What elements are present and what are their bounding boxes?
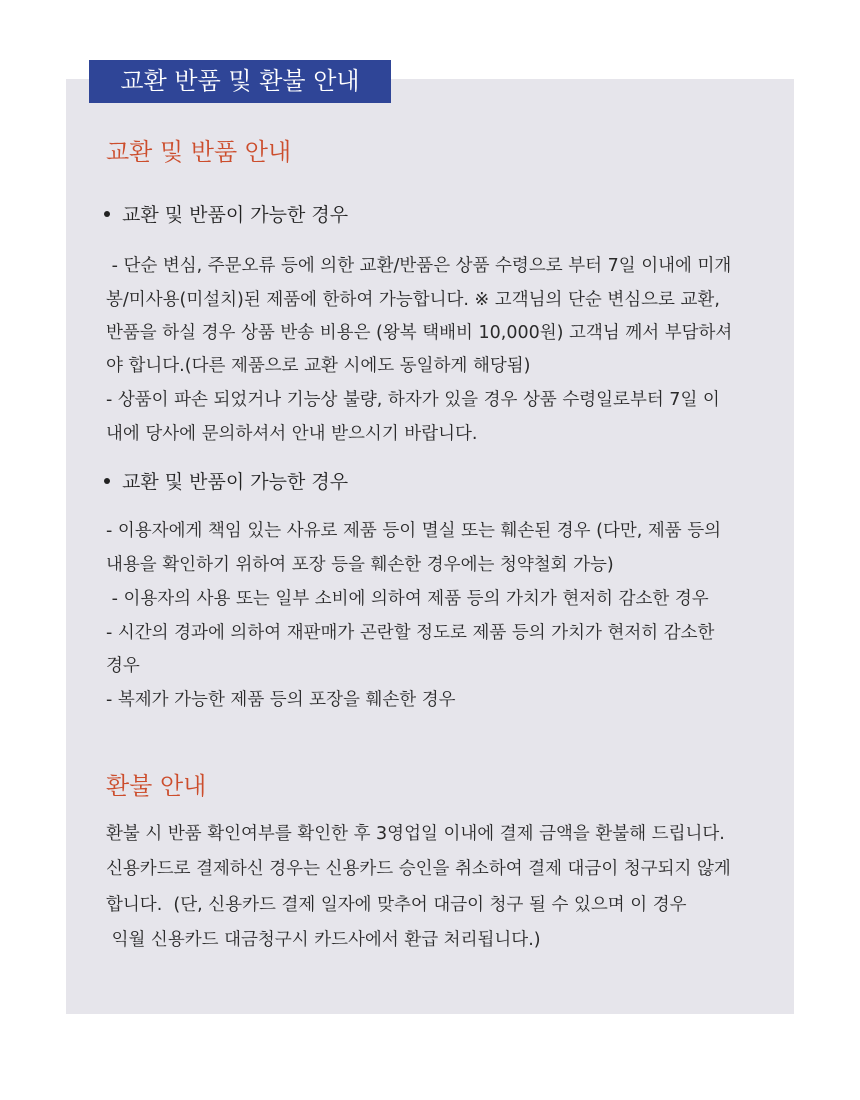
restriction-line: 내용을 확인하기 위하여 포장 등을 훼손한 경우에는 청약철회 가능): [106, 555, 614, 575]
exchange-line: 반품을 하실 경우 상품 반송 비용은 (왕복 택배비 10,000원) 고객님 께서 부담하셔: [106, 323, 733, 343]
exchange-bullet-1: [104, 201, 348, 229]
refund-line: 합니다. (단, 신용카드 결제 일자에 맞추어 대금이 청구 될 수 있으며 이 경우: [106, 895, 687, 915]
restriction-line: - 시간의 경과에 의하여 재판매가 곤란할 정도로 제품 등의 가치가 현저히 감소한: [106, 623, 715, 643]
bullet-dot-icon: [104, 478, 110, 484]
refund-line: 신용카드로 결제하신 경우는 신용카드 승인을 취소하여 결제 대금이 청구되지 않게: [106, 859, 731, 879]
exchange-line: 봉/미사용(미설치)된 제품에 한하여 가능합니다. ※ 고객님의 단순 변심으로 교환,: [106, 290, 720, 310]
refund-line: 환불 시 반품 확인여부를 확인한 후 3영업일 이내에 결제 금액을 환불해 드립니다.: [106, 824, 725, 844]
exchange-bullet-2-text: 교환 및 반품이 가능한 경우: [122, 471, 349, 493]
restriction-line: - 이용자의 사용 또는 일부 소비에 의하여 제품 등의 가치가 현저히 감소한 경우: [106, 589, 709, 609]
exchange-line: 야 합니다.(다른 제품으로 교환 시에도 동일하게 해당됨): [106, 356, 531, 376]
bullet-dot-icon: [104, 211, 110, 217]
restriction-line: - 이용자에게 책임 있는 사유로 제품 등이 멸실 또는 훼손된 경우 (다만, 제품 등의: [106, 521, 722, 541]
exchange-bullet-1-text: 교환 및 반품이 가능한 경우: [122, 204, 349, 226]
page-title: 교환 반품 및 환불 안내: [89, 60, 391, 103]
restriction-line: 경우: [106, 656, 140, 676]
exchange-heading: 교환 및 반품 안내: [106, 138, 292, 166]
exchange-line: - 단순 변심, 주문오류 등에 의한 교환/반품은 상품 수령으로 부터 7일 이내에 미개: [106, 256, 732, 276]
exchange-line: 내에 당사에 문의하셔서 안내 받으시기 바랍니다.: [106, 424, 478, 444]
restriction-line: - 복제가 가능한 제품 등의 포장을 훼손한 경우: [106, 690, 456, 710]
refund-heading: 환불 안내: [106, 772, 207, 800]
exchange-line: - 상품이 파손 되었거나 기능상 불량, 하자가 있을 경우 상품 수령일로부터 7일 이: [106, 390, 720, 410]
exchange-bullet-2: [104, 468, 348, 496]
refund-line: 익월 신용카드 대금청구시 카드사에서 환급 처리됩니다.): [106, 930, 541, 950]
